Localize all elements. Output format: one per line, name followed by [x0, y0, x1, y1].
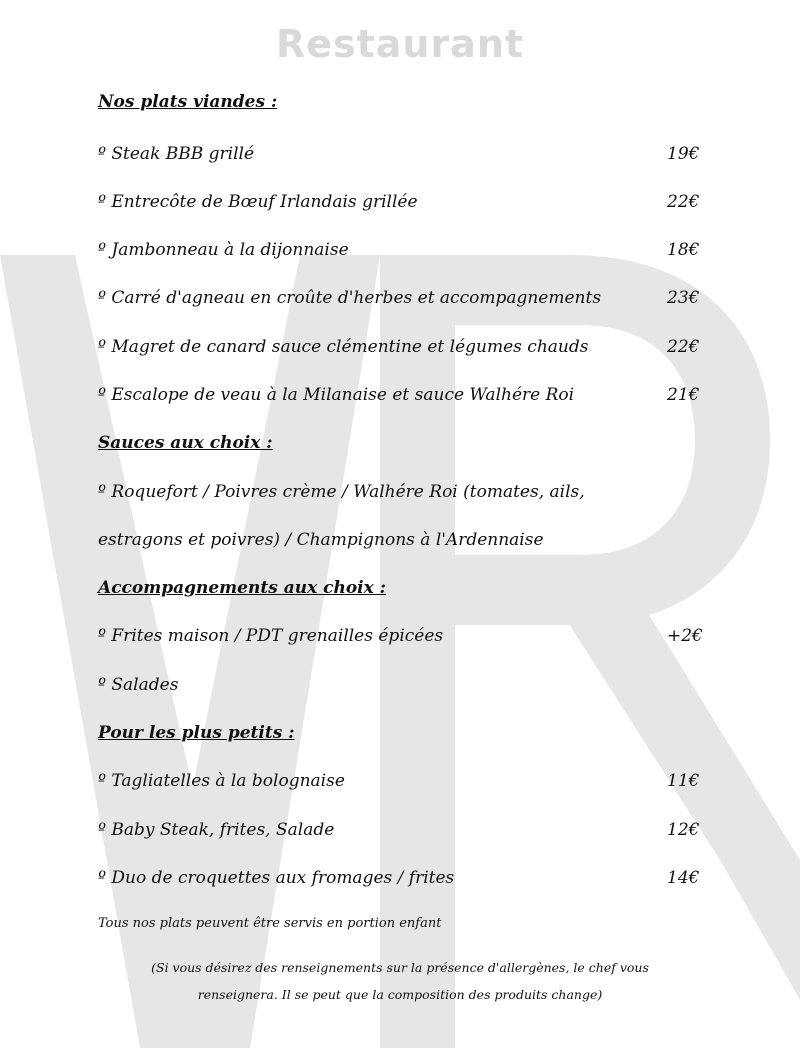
menu-item-price: 23€ [667, 288, 700, 308]
menu-item-label: º Jambonneau à la dijonnaise [98, 240, 349, 260]
menu-item-label: º Baby Steak, frites, Salade [98, 820, 335, 840]
menu-item-label: º Frites maison / PDT grenailles épicées [98, 626, 444, 646]
menu-item-price: 22€ [667, 337, 700, 357]
menu-item-price: 22€ [667, 192, 700, 212]
menu-item-label: º Carré d'agneau en croûte d'herbes et accompagnements [98, 288, 602, 308]
sauces-line-2: estragons et poivres) / Champignons à l'Ardennaise [98, 530, 544, 550]
menu-item-price: 18€ [667, 240, 700, 260]
menu-item-label: º Entrecôte de Bœuf Irlandais grillée [98, 192, 418, 212]
sauces-line-1: º Roquefort / Poivres crème / Walhére Roi (tomates, ails, [98, 482, 585, 502]
section-title-viandes: Nos plats viandes : [98, 92, 278, 112]
menu-item-price: 14€ [667, 868, 700, 888]
menu-item-label: º Duo de croquettes aux fromages / frites [98, 868, 455, 888]
section-title-accompagnements: Accompagnements aux choix : [98, 578, 386, 598]
menu-item-price: 12€ [667, 820, 700, 840]
restaurant-title: Restaurant [275, 22, 525, 66]
menu-item-label: º Escalope de veau à la Milanaise et sauce Walhére Roi [98, 385, 575, 405]
menu-item-price: 19€ [667, 144, 700, 164]
allergen-disclaimer-line-2: renseignera. Il se peut que la composition des produits change) [197, 987, 603, 1002]
menu-item-label: º Magret de canard sauce clémentine et légumes chauds [98, 337, 589, 357]
menu-item-price: 21€ [667, 385, 700, 405]
menu-item-price: 11€ [667, 771, 700, 791]
menu-item-label: º Steak BBB grillé [98, 144, 255, 164]
menu-item-label: º Salades [98, 675, 179, 695]
menu-item-label: º Tagliatelles à la bolognaise [98, 771, 345, 791]
portion-enfant-note: Tous nos plats peuvent être servis en portion enfant [98, 916, 442, 931]
menu-item-price: +2€ [667, 626, 703, 646]
allergen-disclaimer-line-1: (Si vous désirez des renseignements sur la présence d'allergènes, le chef vous [151, 960, 649, 975]
section-title-petits: Pour les plus petits : [98, 723, 295, 743]
section-title-sauces: Sauces aux choix : [98, 433, 273, 453]
